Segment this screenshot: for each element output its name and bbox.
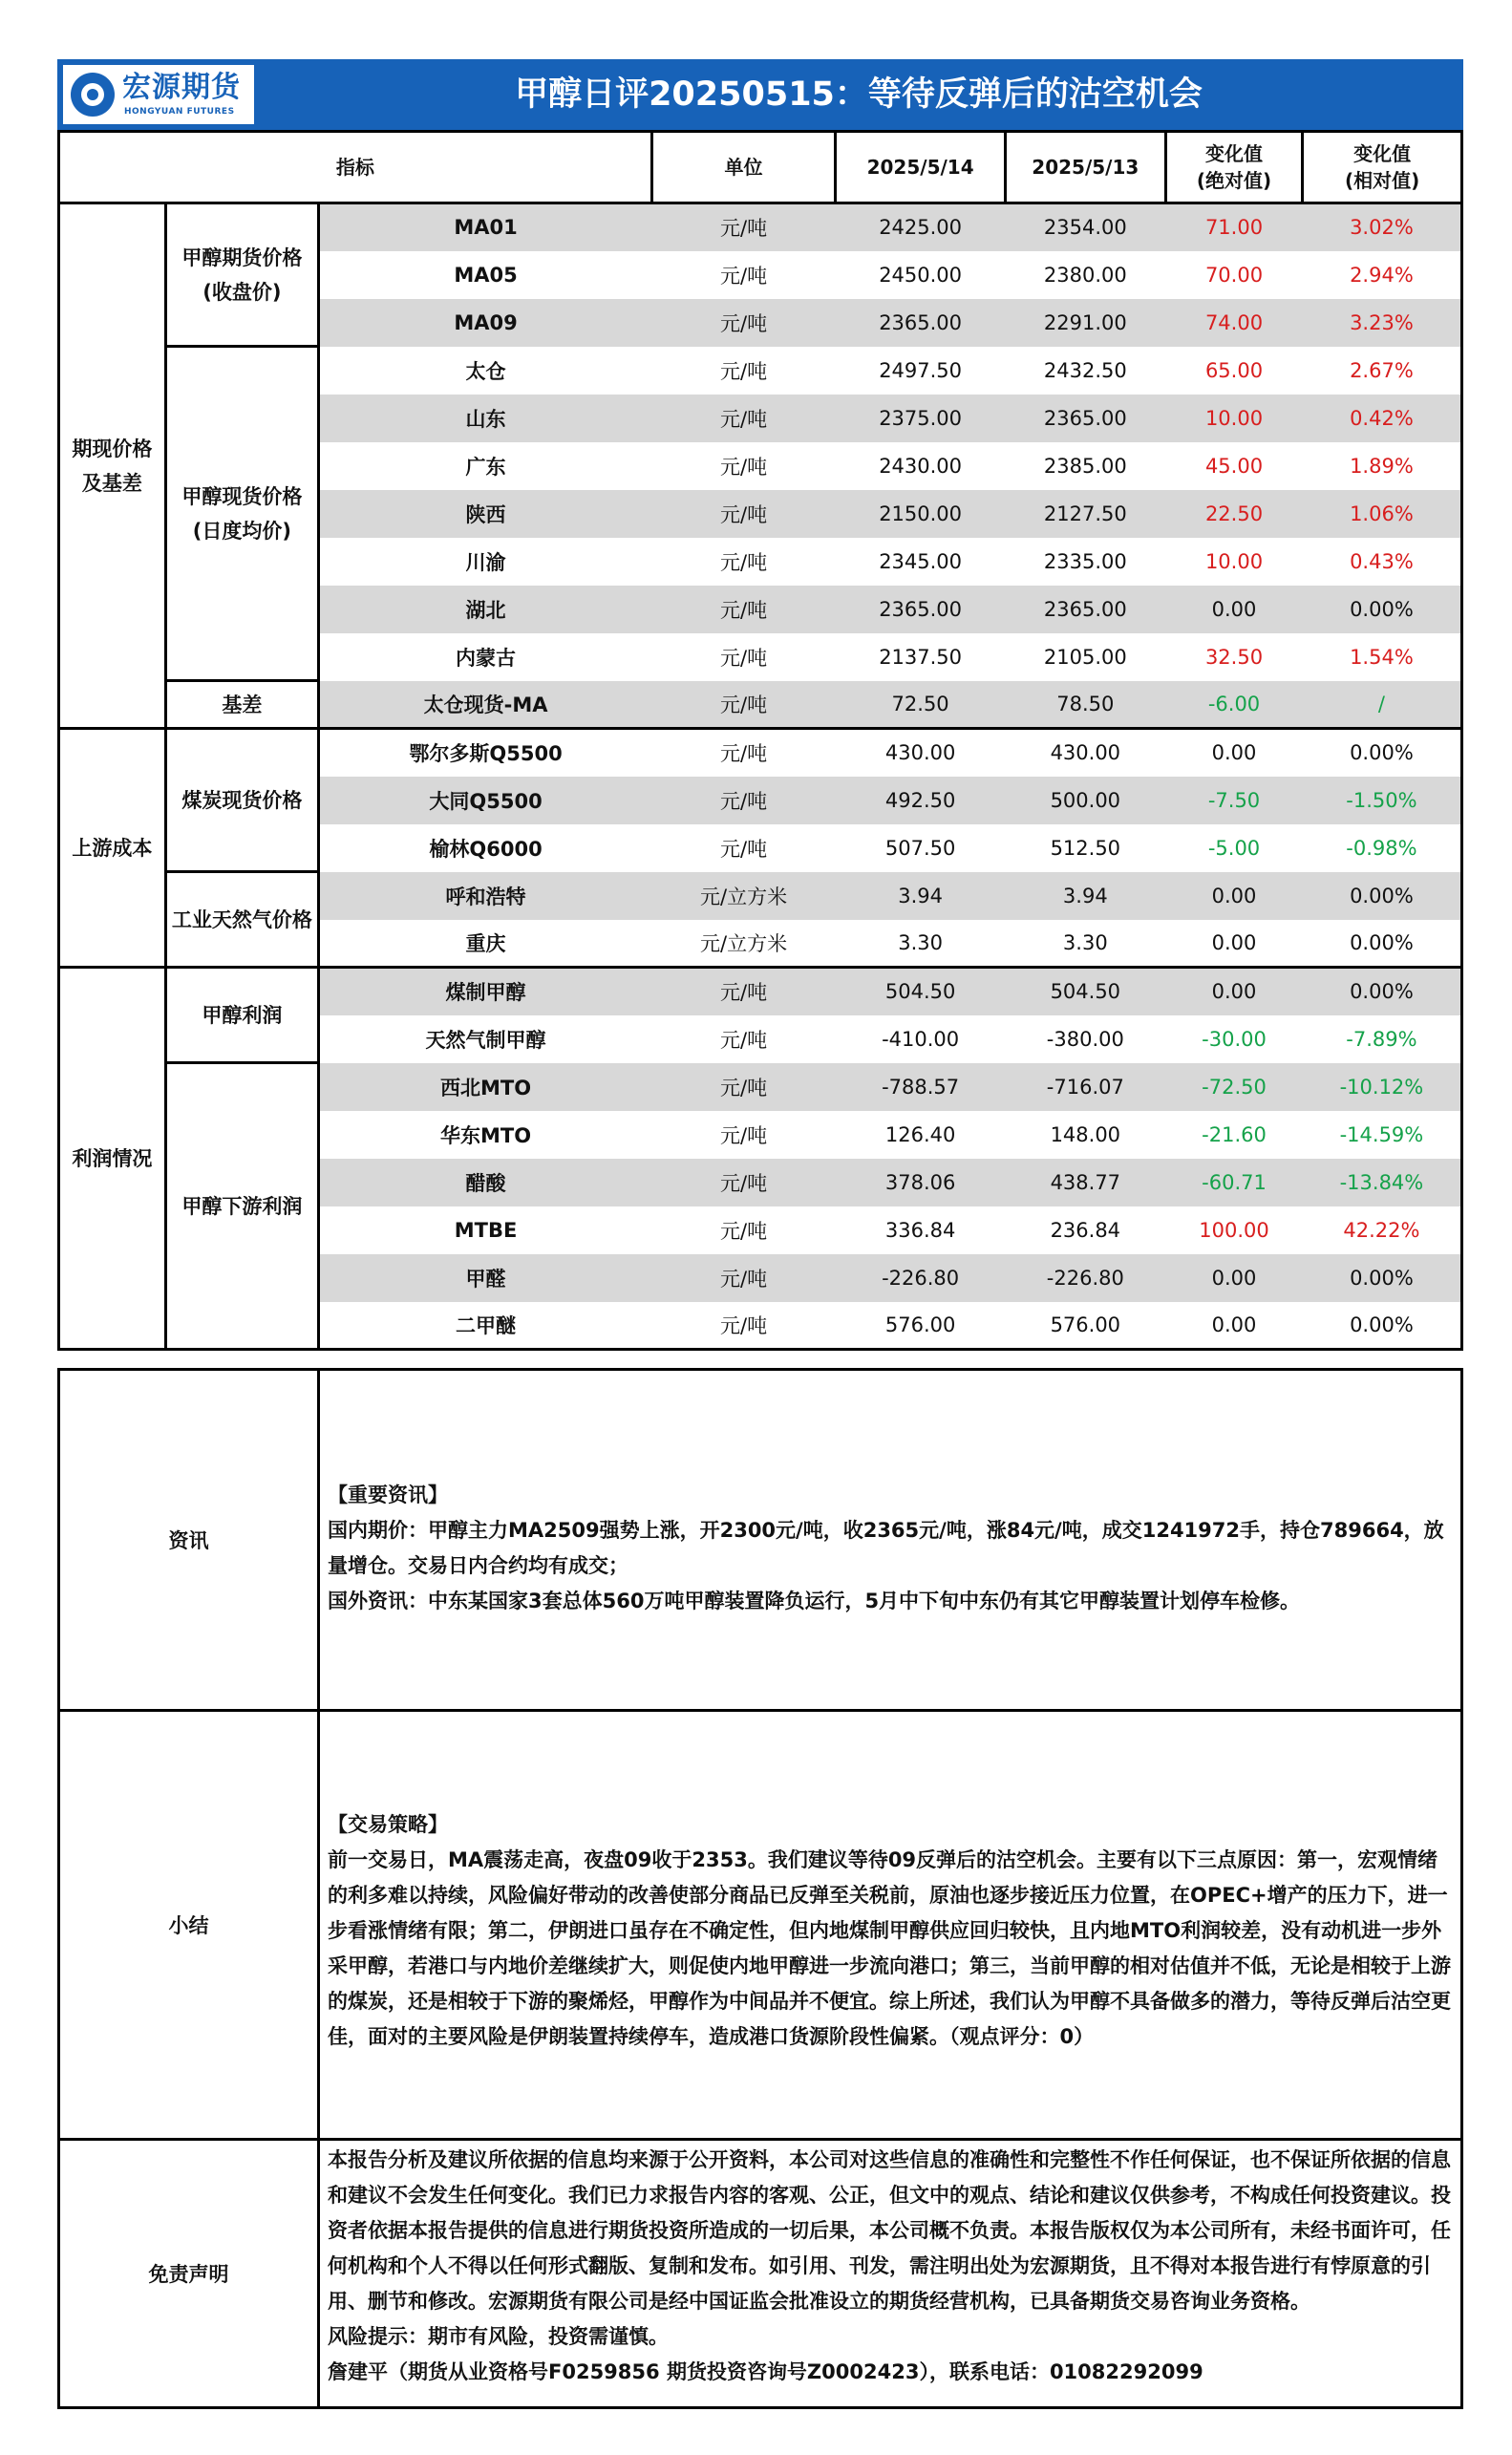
- row-value-date2: 2365.00: [1005, 395, 1165, 442]
- row-unit: 元/吨: [651, 1159, 835, 1206]
- row-value-date1: 2425.00: [836, 203, 1006, 251]
- row-change-abs: -60.71: [1165, 1159, 1303, 1206]
- subgroup-label-line: 基差: [222, 693, 263, 716]
- disclaimer-label: 免责声明: [60, 2141, 320, 2406]
- row-value-date1: 2365.00: [836, 299, 1006, 347]
- row-unit: 元/吨: [720, 359, 768, 383]
- header-indicator: 指标: [59, 132, 652, 203]
- row-unit: 元/吨: [651, 681, 835, 729]
- row-change-rel: 2.94%: [1303, 251, 1462, 299]
- subgroup-label-line: 甲醇利润: [202, 1003, 283, 1027]
- row-name: 山东: [318, 395, 651, 442]
- subgroup-label-futures: [165, 203, 318, 347]
- header-date2: 2025/5/13: [1005, 132, 1165, 203]
- row-name: 二甲醚: [318, 1302, 651, 1350]
- row-change-rel: 0.43%: [1303, 538, 1462, 586]
- row-change-abs: 0.00: [1165, 1302, 1303, 1350]
- row-change-abs: -21.60: [1202, 1122, 1267, 1146]
- logo-emblem-icon: [71, 73, 115, 117]
- row-value-date1: 2150.00: [836, 490, 1006, 538]
- company-logo: [63, 65, 254, 124]
- subgroup-label-line: (日度均价): [192, 519, 291, 543]
- report-header: [57, 59, 1463, 130]
- summary-text: [328, 1807, 1451, 2055]
- header-change-abs-line2: (绝对值): [1196, 169, 1272, 192]
- row-value-date2: 2354.00: [1005, 203, 1165, 251]
- summary-label: 小结: [60, 1712, 320, 2138]
- row-value-date2: -226.80: [1005, 1254, 1165, 1302]
- row-change-rel: /: [1303, 681, 1462, 729]
- row-change-abs: 65.00: [1204, 358, 1264, 382]
- row-value-date2: -716.07: [1005, 1063, 1165, 1111]
- row-unit: 元/吨: [651, 395, 835, 442]
- row-value-date2: 78.50: [1005, 681, 1165, 729]
- subgroup-label-downstream: [165, 1063, 318, 1350]
- row-name: 榆林Q6000: [429, 837, 543, 861]
- summary-strategy: 前一交易日，MA震荡走高，夜盘09收于2353。我们建议等待09反弹后的沽空机会。主要有以下三点原因：第一，宏观情绪的利多难以持续，风险偏好带动的改善使部分商品已反弹至关税前，原油也逐步接近压力位置，在OPEC+增产的压力下，进一步看涨情绪有限；第二，伊朗进口虽存在不确定性，但内地煤制甲醇供应回归较快，且内地MTO利润较差，没有动机进一步外采甲醇，若港口与内地价差继续扩大，则促使内地甲醇进一步流向港口；第三，当前甲醇的相对估值并不低，无论是相较于上游的煤炭，还是相较于下游的聚烯烃，甲醇作为中间品并不便宜。综上所述，我们认为甲醇不具备做多的潜力，等待反弹后沽空更佳，面对的主要风险是伊朗装置持续停车，造成港口货源阶段性偏紧。（观点评分：0）: [328, 1848, 1451, 2048]
- row-value-date2: 512.50: [1050, 836, 1121, 860]
- row-name: 陕西: [318, 490, 651, 538]
- row-name: 煤制甲醇: [318, 968, 651, 1015]
- news-section: [57, 1368, 1463, 1712]
- row-unit: 元/立方米: [651, 872, 835, 920]
- row-unit: 元/吨: [720, 264, 768, 288]
- row-unit: 元/吨: [651, 1302, 835, 1350]
- table-row: [59, 1063, 1462, 1111]
- table-row: [59, 729, 1462, 777]
- row-value-date1: 3.94: [836, 872, 1006, 920]
- row-change-abs: 71.00: [1165, 203, 1303, 251]
- subgroup-label-line: 甲醇期货价格: [181, 246, 303, 269]
- report-sheet: [57, 59, 1463, 2409]
- row-unit: 元/吨: [720, 455, 768, 479]
- row-value-date2: -380.00: [1046, 1027, 1124, 1051]
- row-value-date1: 576.00: [836, 1302, 1006, 1350]
- disclaimer-section: [57, 2138, 1463, 2409]
- row-change-rel: 0.00%: [1303, 1254, 1462, 1302]
- row-value-date2: 3.30: [1005, 920, 1165, 968]
- row-unit: 元/吨: [720, 550, 768, 574]
- header-change-rel-line1: 变化值: [1353, 142, 1412, 165]
- row-name: 广东: [465, 455, 506, 479]
- row-value-date2: 2385.00: [1043, 454, 1127, 478]
- subgroup-label-spot: [165, 347, 318, 681]
- header-unit: 单位: [651, 132, 835, 203]
- row-change-abs: -7.50: [1165, 777, 1303, 824]
- row-unit: 元/吨: [720, 646, 768, 670]
- row-value-date2: 3.94: [1005, 872, 1165, 920]
- news-foreign: 国外资讯：中东某国家3套总体560万吨甲醇装置降负运行，5月中下旬中东仍有其它甲醇装置计划停车检修。: [328, 1590, 1301, 1612]
- table-row: [59, 968, 1462, 1015]
- row-name: 华东MTO: [440, 1123, 532, 1147]
- subgroup-label-profit: [165, 968, 318, 1063]
- row-unit: 元/吨: [720, 742, 768, 766]
- row-change-rel: 0.00%: [1303, 1302, 1462, 1350]
- row-change-abs: 70.00: [1204, 263, 1264, 287]
- row-name: 鄂尔多斯Q5500: [409, 742, 563, 766]
- row-change-abs: 74.00: [1165, 299, 1303, 347]
- row-value-date2: 2291.00: [1005, 299, 1165, 347]
- header-change-abs-line1: 变化值: [1205, 142, 1263, 165]
- row-name: 内蒙古: [456, 646, 517, 670]
- row-value-date1: 378.06: [836, 1159, 1006, 1206]
- row-value-date1: -788.57: [836, 1063, 1006, 1111]
- row-change-abs: -30.00: [1202, 1027, 1267, 1051]
- row-change-abs: 22.50: [1165, 490, 1303, 538]
- row-value-date1: 2450.00: [879, 263, 963, 287]
- group-label-line: 上游成本: [72, 836, 153, 860]
- row-change-abs: 0.00: [1165, 968, 1303, 1015]
- row-value-date1: 3.30: [836, 920, 1006, 968]
- row-value-date2: 236.84: [1050, 1218, 1121, 1242]
- row-change-rel: 0.00%: [1303, 729, 1462, 777]
- row-change-rel: 42.22%: [1303, 1206, 1462, 1254]
- row-name: 湖北: [318, 586, 651, 633]
- row-change-rel: 1.89%: [1303, 442, 1462, 490]
- header-date1: 2025/5/14: [836, 132, 1006, 203]
- row-change-abs: 0.00: [1165, 586, 1303, 633]
- row-unit: 元/立方米: [651, 920, 835, 968]
- row-name: 西北MTO: [318, 1063, 651, 1111]
- row-change-rel: -13.84%: [1303, 1159, 1462, 1206]
- row-value-date1: 336.84: [884, 1218, 956, 1242]
- subgroup-label-line: 煤炭现货价格: [181, 788, 303, 812]
- row-unit: 元/吨: [720, 1219, 768, 1243]
- report-title: 甲醇日评20250515：等待反弹后的沽空机会: [515, 75, 1203, 114]
- row-value-date2: 500.00: [1005, 777, 1165, 824]
- table-row: [59, 203, 1462, 251]
- group-label-line: 利润情况: [72, 1146, 153, 1170]
- row-unit: 元/吨: [720, 1123, 768, 1147]
- row-unit: 元/吨: [720, 837, 768, 861]
- row-name: 甲醛: [318, 1254, 651, 1302]
- subgroup-label-gas: [165, 872, 318, 968]
- row-change-abs: 0.00: [1211, 741, 1257, 765]
- risk-warning: 风险提示：期市有风险，投资需谨慎。: [328, 2325, 669, 2348]
- row-change-rel: 1.06%: [1303, 490, 1462, 538]
- row-name: 天然气制甲醇: [425, 1028, 546, 1052]
- subgroup-label-basis: [165, 681, 318, 729]
- row-name: MA09: [318, 299, 651, 347]
- row-value-date2: 148.00: [1050, 1122, 1121, 1146]
- row-name: 重庆: [318, 920, 651, 968]
- news-label: 资讯: [60, 1371, 320, 1709]
- row-change-abs: 100.00: [1199, 1218, 1269, 1242]
- row-change-abs: 10.00: [1204, 549, 1264, 573]
- row-value-date1: 2345.00: [879, 549, 963, 573]
- price-table: [57, 130, 1463, 1351]
- news-domestic: 国内期价：甲醇主力MA2509强势上涨，开2300元/吨，收2365元/吨，涨84元/吨，成交1241972手，持仓789664，放量增仓。交易日内合约均有成交；: [328, 1519, 1444, 1577]
- summary-section: [57, 1709, 1463, 2141]
- row-value-date2: 576.00: [1005, 1302, 1165, 1350]
- row-value-date2: 2127.50: [1005, 490, 1165, 538]
- subgroup-label-line: (收盘价): [202, 280, 282, 304]
- row-change-abs: 0.00: [1165, 872, 1303, 920]
- row-value-date2: 438.77: [1005, 1159, 1165, 1206]
- table-row: [59, 681, 1462, 729]
- row-change-rel: 1.54%: [1303, 633, 1462, 681]
- logo-name-cn: 宏源期货: [122, 71, 241, 104]
- row-name: 醋酸: [318, 1159, 651, 1206]
- row-value-date2: 2335.00: [1043, 549, 1127, 573]
- row-name: 呼和浩特: [318, 872, 651, 920]
- row-change-rel: 3.23%: [1303, 299, 1462, 347]
- row-name: 太仓: [465, 359, 506, 383]
- row-unit: 元/吨: [651, 203, 835, 251]
- row-value-date2: 2365.00: [1005, 586, 1165, 633]
- row-change-abs: 32.50: [1204, 645, 1264, 669]
- row-change-rel: 0.42%: [1303, 395, 1462, 442]
- row-value-date1: 507.50: [884, 836, 956, 860]
- row-change-rel: 0.00%: [1303, 872, 1462, 920]
- price-table-body: [59, 203, 1462, 1350]
- row-change-abs: 10.00: [1165, 395, 1303, 442]
- header-change-rel: [1303, 132, 1462, 203]
- row-unit: 元/吨: [651, 490, 835, 538]
- row-unit: 元/吨: [651, 299, 835, 347]
- row-change-rel: 2.67%: [1303, 347, 1462, 395]
- row-change-abs: -5.00: [1207, 836, 1261, 860]
- row-value-date1: 2137.50: [879, 645, 963, 669]
- summary-heading: 【交易策略】: [328, 1813, 448, 1836]
- row-change-abs: -72.50: [1165, 1063, 1303, 1111]
- row-change-rel: -7.89%: [1303, 1015, 1462, 1063]
- row-change-rel: 0.00%: [1303, 586, 1462, 633]
- row-change-rel: -14.59%: [1303, 1111, 1462, 1159]
- row-value-date1: 2430.00: [879, 454, 963, 478]
- news-heading: 【重要资讯】: [328, 1484, 448, 1506]
- row-name: 大同Q5500: [318, 777, 651, 824]
- row-value-date2: 2432.50: [1043, 358, 1127, 382]
- row-unit: 元/吨: [720, 1028, 768, 1052]
- row-change-rel: 3.02%: [1303, 203, 1462, 251]
- row-value-date1: -226.80: [836, 1254, 1006, 1302]
- row-unit: 元/吨: [651, 1063, 835, 1111]
- row-value-date1: 72.50: [836, 681, 1006, 729]
- row-change-abs: 45.00: [1204, 454, 1264, 478]
- subgroup-label-line: 甲醇现货价格: [181, 484, 303, 508]
- row-unit: 元/吨: [651, 1254, 835, 1302]
- disclaimer-body: 本报告分析及建议所依据的信息均来源于公开资料，本公司对这些信息的准确性和完整性不作任何保证，也不保证所依据的信息和建议不会发生任何变化。我们已力求报告内容的客观、公正，但文中的观点、结论和建议仅供参考，不构成任何投资建议。投资者依据本报告提供的信息进行期货投资所造成的一切后果，本公司概不负责。本报告版权仅为本公司所有，未经书面许可，任何机构和个人不得以任何形式翻版、复制和发布。如引用、刊发，需注明出处为宏源期货，且不得对本报告进行有悖原意的引用、删节和修改。宏源期货有限公司是经中国证监会批准设立的期货经营机构，已具备期货交易咨询业务资格。: [328, 2148, 1451, 2313]
- group-label-g1: [59, 203, 166, 729]
- row-name: MA05: [454, 263, 518, 287]
- row-value-date1: 492.50: [836, 777, 1006, 824]
- row-change-rel: -1.50%: [1303, 777, 1462, 824]
- row-value-date2: 2105.00: [1043, 645, 1127, 669]
- row-name: MA01: [318, 203, 651, 251]
- logo-name-en: HONGYUAN FUTURES: [124, 107, 235, 117]
- row-value-date1: 2497.50: [879, 358, 963, 382]
- row-unit: 元/吨: [651, 968, 835, 1015]
- row-unit: 元/吨: [651, 586, 835, 633]
- news-text: [328, 1478, 1451, 1619]
- row-change-abs: 0.00: [1165, 920, 1303, 968]
- subgroup-label-coal: [165, 729, 318, 872]
- row-name: 川渝: [465, 550, 506, 574]
- row-value-date1: 430.00: [884, 741, 956, 765]
- row-change-rel: 0.00%: [1303, 968, 1462, 1015]
- row-value-date2: 504.50: [1005, 968, 1165, 1015]
- group-label-line: 期现价格: [72, 437, 153, 460]
- row-value-date1: -410.00: [882, 1027, 960, 1051]
- row-value-date1: 126.40: [884, 1122, 956, 1146]
- table-row: [59, 872, 1462, 920]
- row-value-date1: 2365.00: [836, 586, 1006, 633]
- table-row: [59, 347, 1462, 395]
- row-change-abs: 0.00: [1165, 1254, 1303, 1302]
- disclaimer-text: [328, 2143, 1451, 2390]
- subgroup-label-line: 甲醇下游利润: [181, 1194, 303, 1218]
- group-label-g3: [59, 968, 166, 1350]
- row-change-abs: -6.00: [1165, 681, 1303, 729]
- header-change-abs: [1165, 132, 1303, 203]
- row-change-rel: 0.00%: [1303, 920, 1462, 968]
- row-name: 太仓现货-MA: [318, 681, 651, 729]
- group-label-g2: [59, 729, 166, 968]
- row-change-rel: -0.98%: [1303, 824, 1462, 872]
- row-name: MTBE: [454, 1218, 518, 1242]
- row-value-date1: 504.50: [836, 968, 1006, 1015]
- subgroup-label-line: 工业天然气价格: [171, 907, 312, 931]
- group-label-line: 及基差: [81, 471, 142, 495]
- row-unit: 元/吨: [651, 777, 835, 824]
- row-value-date2: 430.00: [1050, 741, 1121, 765]
- row-value-date1: 2375.00: [836, 395, 1006, 442]
- row-value-date2: 2380.00: [1043, 263, 1127, 287]
- row-change-rel: -10.12%: [1303, 1063, 1462, 1111]
- header-change-rel-line2: (相对值): [1345, 169, 1420, 192]
- analyst-contact: 詹建平（期货从业资格号F0259856 期货投资咨询号Z0002423），联系电话：01082292099: [328, 2360, 1203, 2383]
